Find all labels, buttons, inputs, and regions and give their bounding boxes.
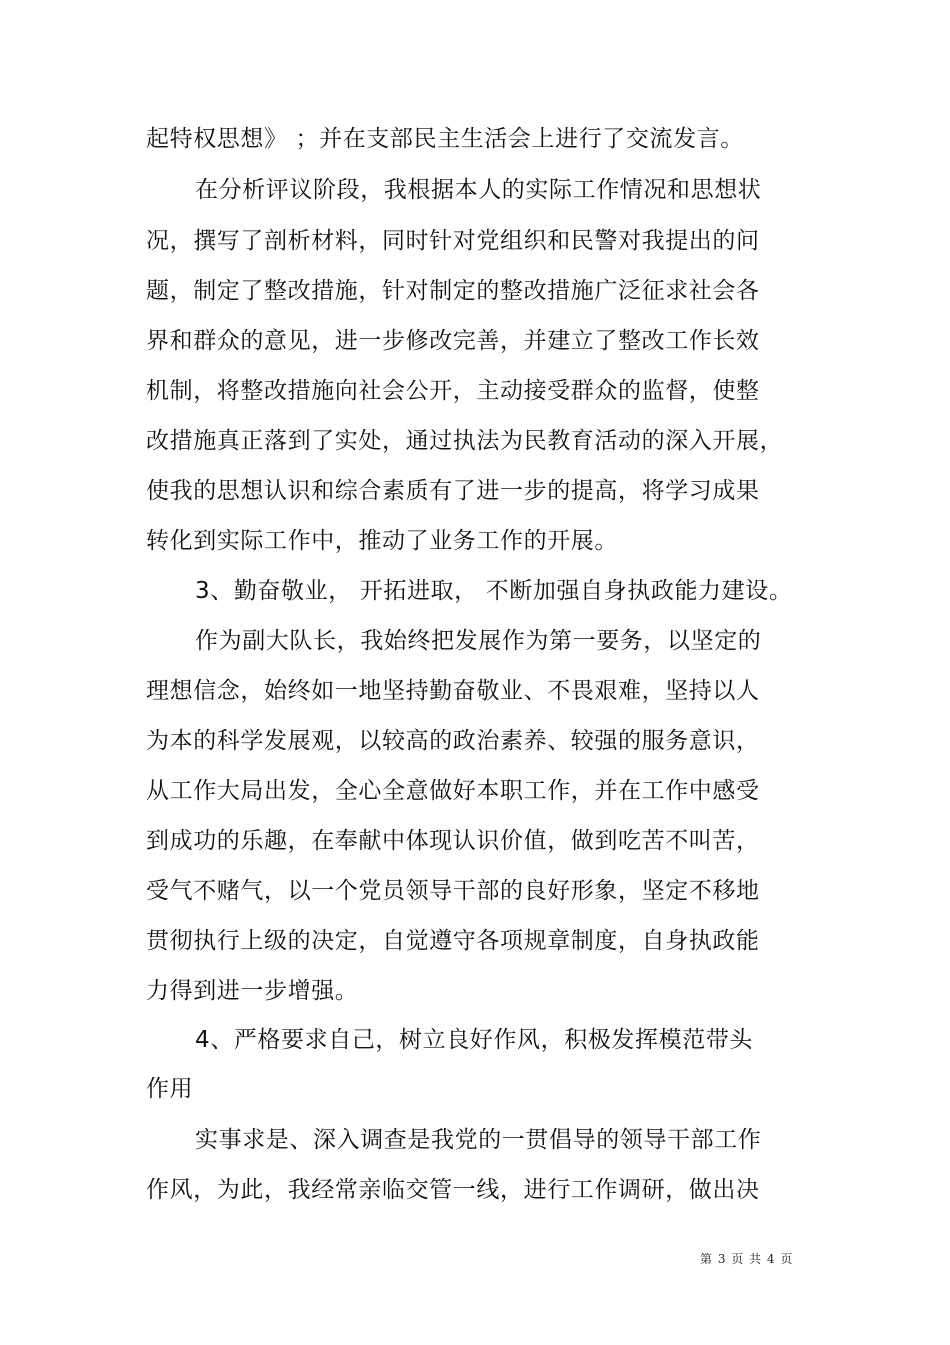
text-line: 理想信念，始终如一地坚持勤奋敬业、不畏艰难，坚持以人 xyxy=(146,678,760,704)
text-line: 起特权思想》 ；并在支部民主生活会上进行了交流发言。 xyxy=(146,126,744,152)
text-line: 转化到实际工作中，推动了业务工作的开展。 xyxy=(146,528,618,554)
text-line: 力得到进一步增强。 xyxy=(146,978,359,1004)
text-line: 作为副大队长，我始终把发展作为第一要务，以坚定的 xyxy=(195,628,762,654)
text-line: 在分析评议阶段，我根据本人的实际工作情况和思想状 xyxy=(195,177,762,203)
text-line: 受气不赌气，以一个党员领导干部的良好形象，坚定不移地 xyxy=(146,878,760,904)
text-line: 到成功的乐趣，在奉献中体现认识价值，做到吃苦不叫苦， xyxy=(146,828,760,854)
text-line: 改措施真正落到了实处，通过执法为民教育活动的深入开展， xyxy=(146,428,784,454)
section-heading-continuation: 作用 xyxy=(146,1076,194,1102)
text-line: 况，撰写了剖析材料，同时针对党组织和民警对我提出的问 xyxy=(146,228,760,254)
section-heading: 4、严格要求自己，树立良好作风，积极发挥模范带头 xyxy=(195,1027,754,1053)
text-line: 机制，将整改措施向社会公开，主动接受群众的监督，使整 xyxy=(146,378,760,404)
text-line: 作风，为此，我经常亲临交管一线，进行工作调研，做出决 xyxy=(146,1177,760,1203)
text-line: 界和群众的意见，进一步修改完善，并建立了整改工作长效 xyxy=(146,328,760,354)
text-line: 题，制定了整改措施，针对制定的整改措施广泛征求社会各 xyxy=(146,278,760,304)
text-line: 使我的思想认识和综合素质有了进一步的提高，将学习成果 xyxy=(146,478,760,504)
section-heading: 3、勤奋敬业， 开拓进取， 不断加强自身执政能力建设。 xyxy=(195,578,793,604)
text-line: 为本的科学发展观，以较高的政治素养、较强的服务意识， xyxy=(146,728,760,754)
text-line: 实事求是、深入调查是我党的一贯倡导的领导干部工作 xyxy=(195,1127,762,1153)
text-line: 从工作大局出发，全心全意做好本职工作，并在工作中感受 xyxy=(146,778,760,804)
text-line: 贯彻执行上级的决定，自觉遵守各项规章制度，自身执政能 xyxy=(146,928,760,954)
page-number-footer: 第 3 页 共 4 页 xyxy=(700,1252,794,1266)
